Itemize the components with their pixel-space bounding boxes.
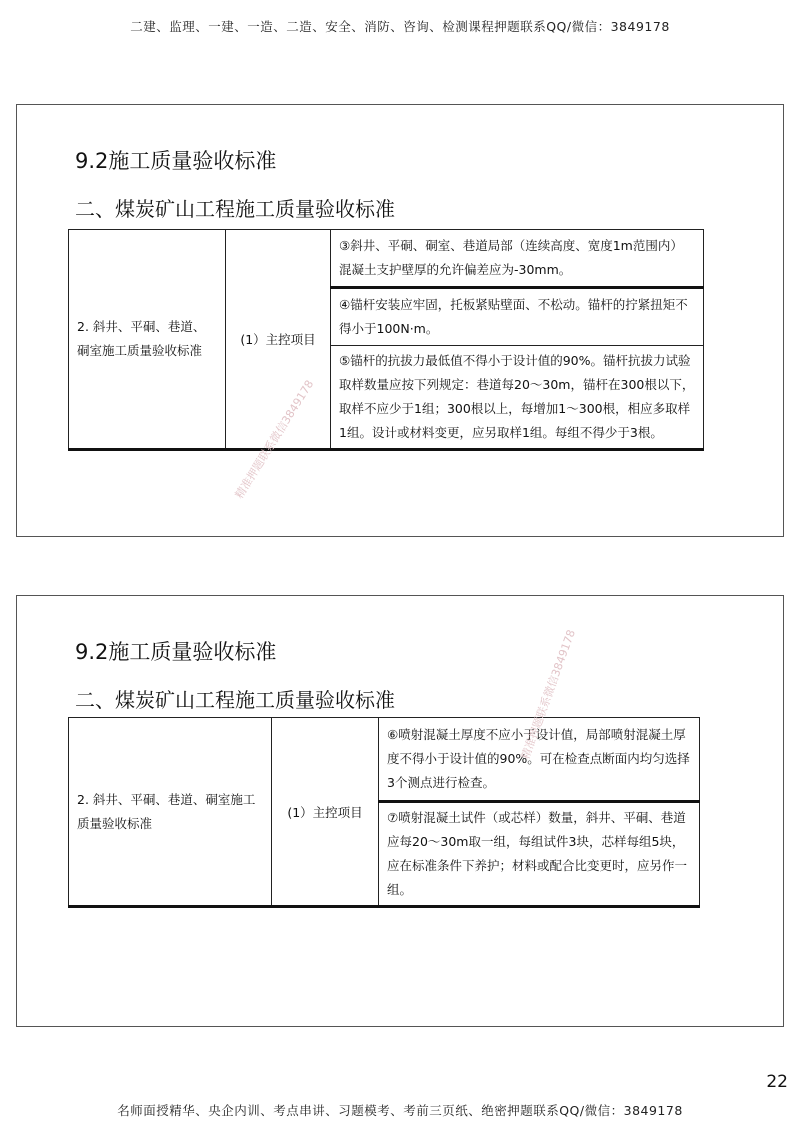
watermark: 精准押题联系微信3849178	[232, 377, 317, 501]
project-cell: (1）主控项目	[226, 230, 331, 450]
slide-2	[16, 595, 784, 1027]
slide-subtitle: 二、煤炭矿山工程施工质量验收标准	[75, 197, 395, 221]
category-cell: 2. 斜井、平硐、巷道、硐室施工质量验收标准	[69, 718, 272, 907]
page-footer-text: 名师面授精华、央企内训、考点串讲、习题模考、考前三页纸、绝密押题联系QQ/微信：3849178	[117, 1103, 683, 1118]
standards-table	[68, 229, 704, 451]
page-header-text: 二建、监理、一建、一造、二造、安全、消防、咨询、检测课程押题联系QQ/微信：3849178	[130, 19, 670, 34]
item-cell: ⑦喷射混凝土试件（或芯样）数量，斜井、平硐、巷道应每20～30m取一组，每组试件3块，芯样每组5块，应在标准条件下养护；材料或配合比变更时，应另作一组。	[379, 802, 700, 907]
item-cell: ④锚杆安装应牢固，托板紧贴壁面、不松动。锚杆的拧紧扭矩不得小于100N·m。	[331, 288, 704, 346]
standards-table	[68, 717, 700, 908]
category-cell: 2. 斜井、平硐、巷道、硐室施工质量验收标准	[69, 230, 226, 450]
item-cell: ③斜井、平硐、硐室、巷道局部（连续高度、宽度1m范围内）混凝土支护壁厚的允许偏差应为-30mm。	[331, 230, 704, 288]
item-cell: ⑤锚杆的抗拔力最低值不得小于设计值的90%。锚杆抗拔力试验取样数量应按下列规定：巷道每20～30m，锚杆在300根以下，取样不应少于1组；300根以上，每增加1～300根，相应多取样1组。设计或材料变更，应另取样1组。每组不得少于3根。	[331, 346, 704, 450]
slide-1	[16, 104, 784, 537]
watermark: 精准押题联系微信3849178	[518, 627, 578, 762]
slide-title: 9.2施工质量验收标准	[75, 149, 277, 173]
project-cell: (1）主控项目	[272, 718, 379, 907]
table-row	[69, 718, 700, 802]
page-number: 22	[766, 1072, 788, 1092]
item-cell: ⑥喷射混凝土厚度不应小于设计值，局部喷射混凝土厚度不得小于设计值的90%。可在检查点断面内均匀选择3个测点进行检查。	[379, 718, 700, 802]
slide-subtitle: 二、煤炭矿山工程施工质量验收标准	[75, 688, 395, 712]
slide-title: 9.2施工质量验收标准	[75, 640, 277, 664]
table-row	[69, 230, 704, 288]
